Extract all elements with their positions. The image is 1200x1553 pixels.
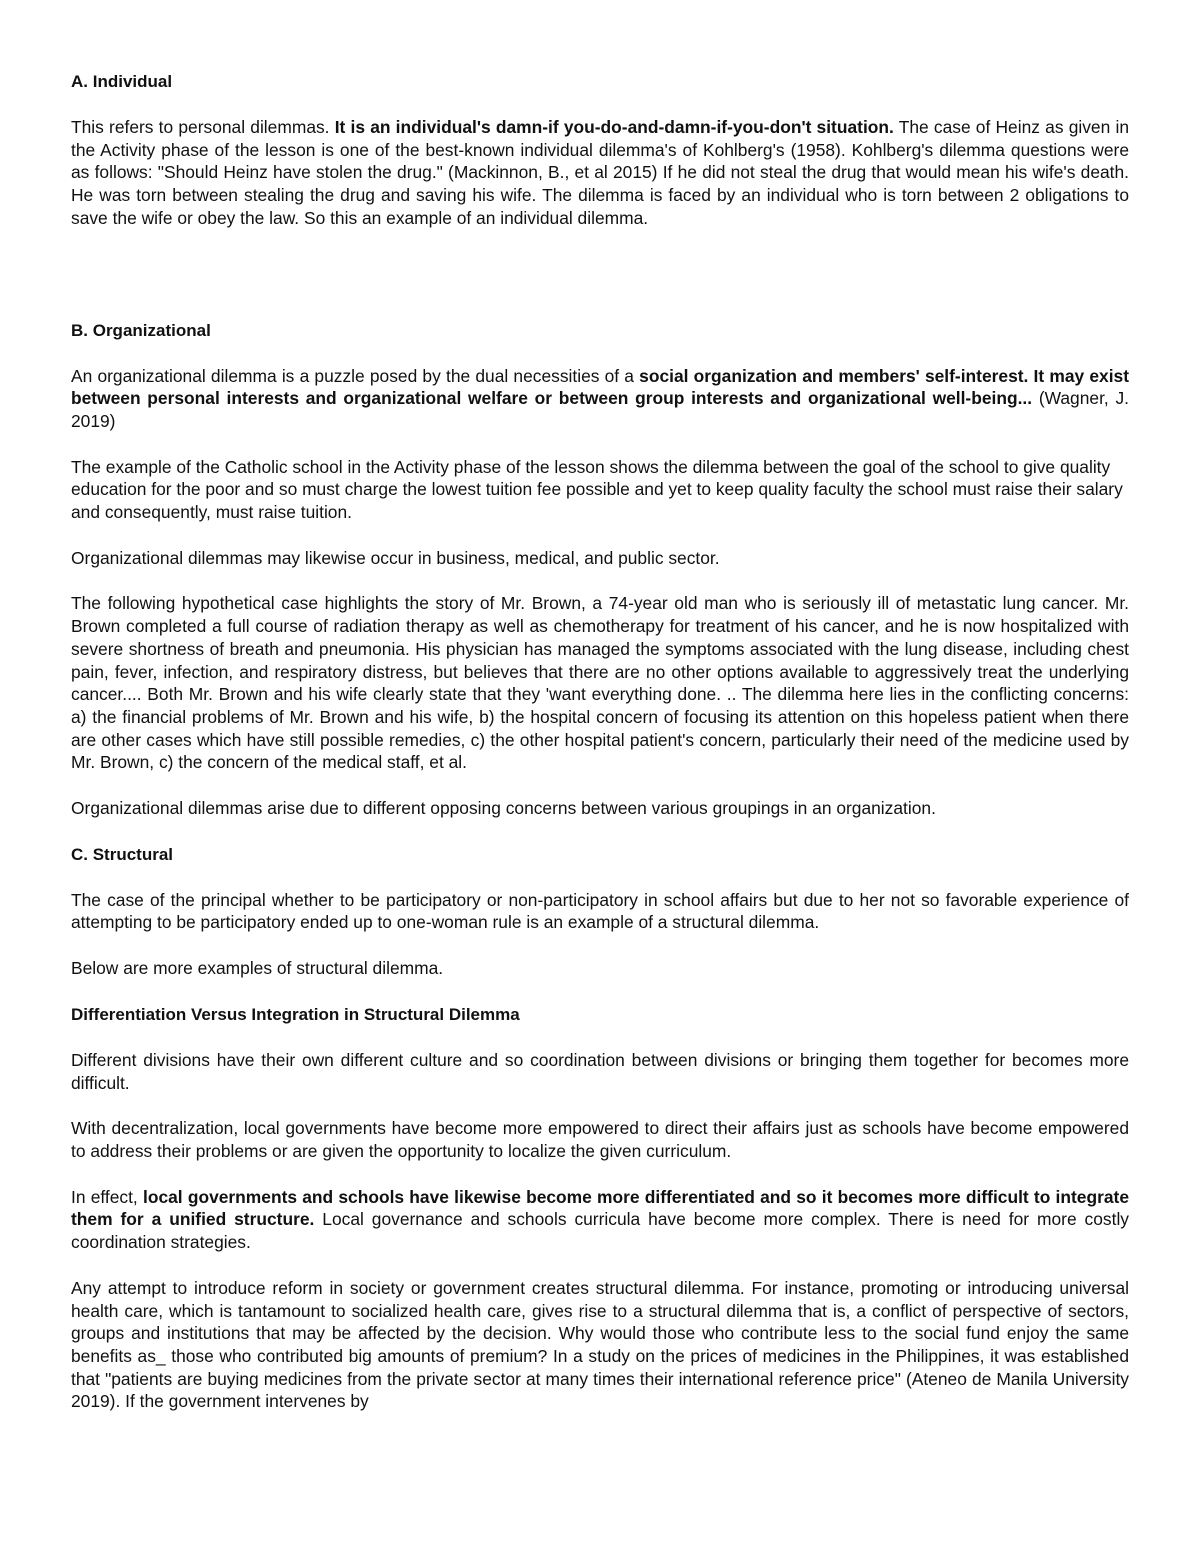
section-c-paragraph-2: Below are more examples of structural dilemma.	[71, 958, 444, 979]
text-run: Local governance and schools curricula have become more complex. There is need for more costly coordination strategies.	[71, 1209, 1130, 1253]
section-a-heading: A. Individual	[71, 72, 173, 91]
section-a-paragraph	[71, 116, 1129, 230]
text-run: This refers to personal dilemmas.	[71, 117, 335, 137]
section-c-paragraph-1: The case of the principal whether to be participatory or non-participatory in school affairs but due to her not so favorable experience of attempting to be participatory ended up to one-woman rule is an example of a structural dilemma.	[71, 889, 1129, 933]
section-c-paragraph-6: Any attempt to introduce reform in society or government creates structural dilemma. For instance, promoting or introducing universal health care, which is tantamount to socialized health care, gives rise to a structural dilemma that is, a conflict of perspective of sectors, groups and institutions that may be affected by the decision. Why would those who contribute less to the social fund enjoy the same benefits as_ those who contributed big amounts of premium? In a study on the prices of medicines in the Philippines, it was established that "patients are buying medicines from the private sector at many times their international reference price" (Ateneo de Manila University 2019). If the government intervenes by	[71, 1277, 1129, 1412]
section-b-paragraph-1	[71, 365, 1129, 433]
section-b-paragraph-4: The following hypothetical case highlights the story of Mr. Brown, a 74-year old man who is seriously ill of metastatic lung cancer. Mr. Brown completed a full course of radiation therapy as well as chemotherapy for treatment of his cancer, and he is now hospitalized with severe shortness of breath and pneumonia. His physician has managed the symptoms associated with the lung disease, including chest pain, fever, infection, and respiratory distress, but believes that there are no other options available to aggressively treat the underlying cancer.... Both Mr. Brown and his wife clearly state that they 'want everything done. .. The dilemma here lies in the conflicting concerns: a) the financial problems of Mr. Brown and his wife, b) the hospital concern of focusing its attention on this hopeless patient when there are other cases which have still possible remedies, c) the other hospital patient's concern, particularly their need of the medicine used by Mr. Brown, c) the concern of the medical staff, et al.	[71, 593, 1129, 773]
bold-text-run: It is an individual's damn-if you-do-and-damn-if-you-don't situation.	[334, 117, 894, 137]
bold-text-run: social organization and members' self-interest. It may exist between personal interests and organizational welfare or between group interests and organizational well-being...	[71, 365, 1129, 409]
bold-text-run: local governments and schools have likewise become more differentiated and so it becomes more difficult to integrate them for a unified structure.	[71, 1186, 1130, 1230]
section-c-heading: C. Structural	[71, 844, 174, 864]
text-run: The case of Heinz as given in the Activity phase of the lesson is one of the best-known individual dilemma's of Kohlberg's (1958). Kohlberg's dilemma questions were as follows: "Should Heinz have stolen the drug." (Mackinnon, B., et al 2015) If he did not steal the drug that would mean his wife's death. He was torn between stealing the drug and saving his wife. The dilemma is faced by an individual who is torn between 2 obligations to save the wife or obey the law. So this an example of an individual dilemma.	[71, 117, 1130, 228]
text-run: An organizational dilemma is a puzzle posed by the dual necessities of a	[71, 365, 640, 386]
text-run: (Wagner, J. 2019)	[71, 388, 1129, 431]
section-c-paragraph-4: With decentralization, local governments have become more empowered to direct their affairs just as schools have become empowered to address their problems or are given the opportunity to localize the given curriculum.	[71, 1118, 1129, 1161]
section-b-paragraph-2: The example of the Catholic school in the Activity phase of the lesson shows the dilemma between the goal of the school to give quality education for the poor and so must charge the lowest tuition fee possible and yet to keep quality faculty the school must raise their salary and consequently, must raise tuition.	[71, 456, 1123, 523]
section-c-subheading: Differentiation Versus Integration in Structural Dilemma	[71, 1004, 520, 1024]
text-run: In effect,	[71, 1186, 143, 1207]
document-page	[71, 70, 1129, 1413]
section-c-paragraph-5	[71, 1186, 1129, 1254]
section-b-heading: B. Organizational	[71, 320, 211, 340]
section-b-paragraph-5: Organizational dilemmas arise due to different opposing concerns between various groupings in an organization.	[71, 798, 936, 819]
section-b-paragraph-3: Organizational dilemmas may likewise occur in business, medical, and public sector.	[71, 547, 720, 568]
section-c-paragraph-3: Different divisions have their own different culture and so coordination between divisions or bringing them together for becomes more difficult.	[71, 1049, 1129, 1093]
